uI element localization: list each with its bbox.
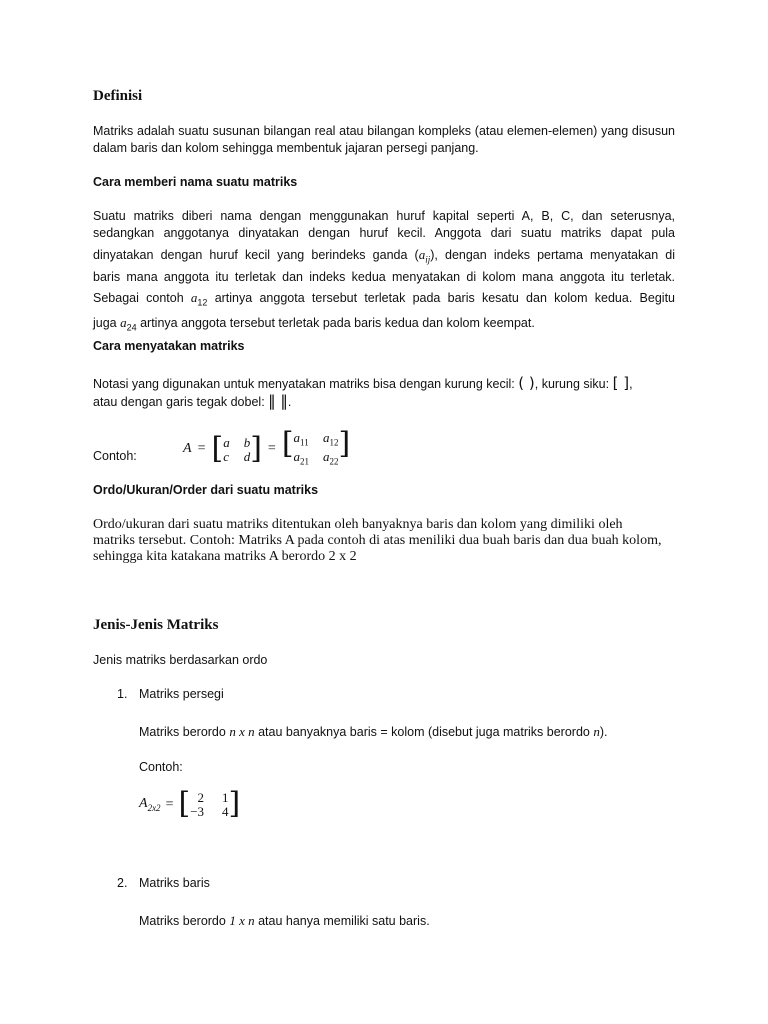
list-number-1: 1. (117, 687, 128, 701)
text-line: juga $a_{24}$ artinya anggota tersebut terletak pada baris kedua dan kolom keempat. (93, 315, 535, 333)
paragraph-nama-matriks (93, 208, 675, 337)
text-line: dinyatakan dengan huruf kecil yang berindeks ganda $(a_{ij})$, dengan indeks pertama menyatakan di (93, 247, 675, 265)
heading-menyatakan-matriks: Cara menyatakan matriks (93, 339, 245, 353)
matrix-indexed: [ $a_{11}$ $a_{12}$ $a_{21}$ $a_{22}$ ] (281, 426, 351, 467)
text-line: matriks tersebut. Contoh: Matriks A pada contoh di atas meniliki dua buah baris dan dua buah kolom, (93, 533, 662, 548)
heading-ordo: Ordo/Ukuran/Order dari suatu matriks (93, 483, 319, 497)
matrix-example-2x2: $A_{2x2}$ = [ 2 1 −3 4 ] (139, 786, 241, 821)
heading-nama-matriks: Cara memberi nama suatu matriks (93, 175, 298, 189)
list-number-2: 2. (117, 876, 128, 890)
text-line: sedangkan anggotanya dinyatakan dengan huruf kecil. Anggota dari suatu matriks dapat pula (93, 226, 675, 240)
contoh-label-persegi: Contoh: (139, 760, 183, 774)
text-line: sehingga kita katakana matriks A berordo 2 x 2 (93, 549, 357, 564)
text-line: atau dengan garis tegak dobel: ‖ ‖. (93, 392, 292, 410)
paragraph-ordo (93, 517, 675, 565)
matrix-values: [ 2 1 −3 4 ] (178, 786, 241, 821)
heading-jenis-matriks: Jenis-Jenis Matriks (93, 617, 219, 633)
bracket-symbol: [ ] (612, 374, 630, 392)
paragraph-definisi: Matriks adalah suatu susunan bilangan real atau bilangan kompleks (atau elemen-elemen) yang disusun dalam baris dan kolom sehingga membentuk jajaran persegi panjang. (93, 124, 675, 155)
list-item-desc-persegi: Matriks berordo n x n atau banyaknya baris = kolom (disebut juga matriks berordo n). (139, 724, 608, 739)
text-line: Ordo/ukuran dari suatu matriks ditentukan oleh banyaknya baris dan kolom yang dimiliki oleh (93, 517, 623, 532)
text-line: Notasi yang digunakan untuk menyatakan matriks bisa dengan kurung kecil: ( ), kurung siku: [ ], (93, 374, 633, 392)
paragraph-notasi (93, 375, 675, 411)
paren-symbol: ( ) (518, 374, 535, 392)
text-line: Sebagai contoh $a_{12}$ artinya anggota tersebut terletak pada baris kesatu dan kolom kedua. Begitu (93, 289, 675, 307)
double-bar-symbol: ‖ ‖ (268, 392, 288, 410)
heading-definisi: Definisi (93, 88, 143, 104)
list-item-title-persegi: Matriks persegi (139, 687, 224, 701)
text-line: Suatu matriks diberi nama dengan menggunakan huruf kapital seperti A, B, C, dan seterusnya, (93, 209, 675, 223)
contoh-label: Contoh: (93, 449, 137, 463)
matrix-equation-A: A = [ a b c d ] = [ $a_{11}$ $a_{12}$ $a_{21}$ $a_{22}$ ] (183, 426, 351, 467)
list-item-desc-baris: Matriks berordo 1 x n atau hanya memiliki satu baris. (139, 913, 430, 928)
text-line: baris mana anggota itu terletak dan indeks kedua menyatakan di kolom mana anggota itu terletak. (93, 269, 675, 284)
jenis-intro: Jenis matriks berdasarkan ordo (93, 653, 268, 667)
list-item-title-baris: Matriks baris (139, 876, 210, 890)
matrix-abcd: [ a b c d ] (211, 430, 262, 466)
